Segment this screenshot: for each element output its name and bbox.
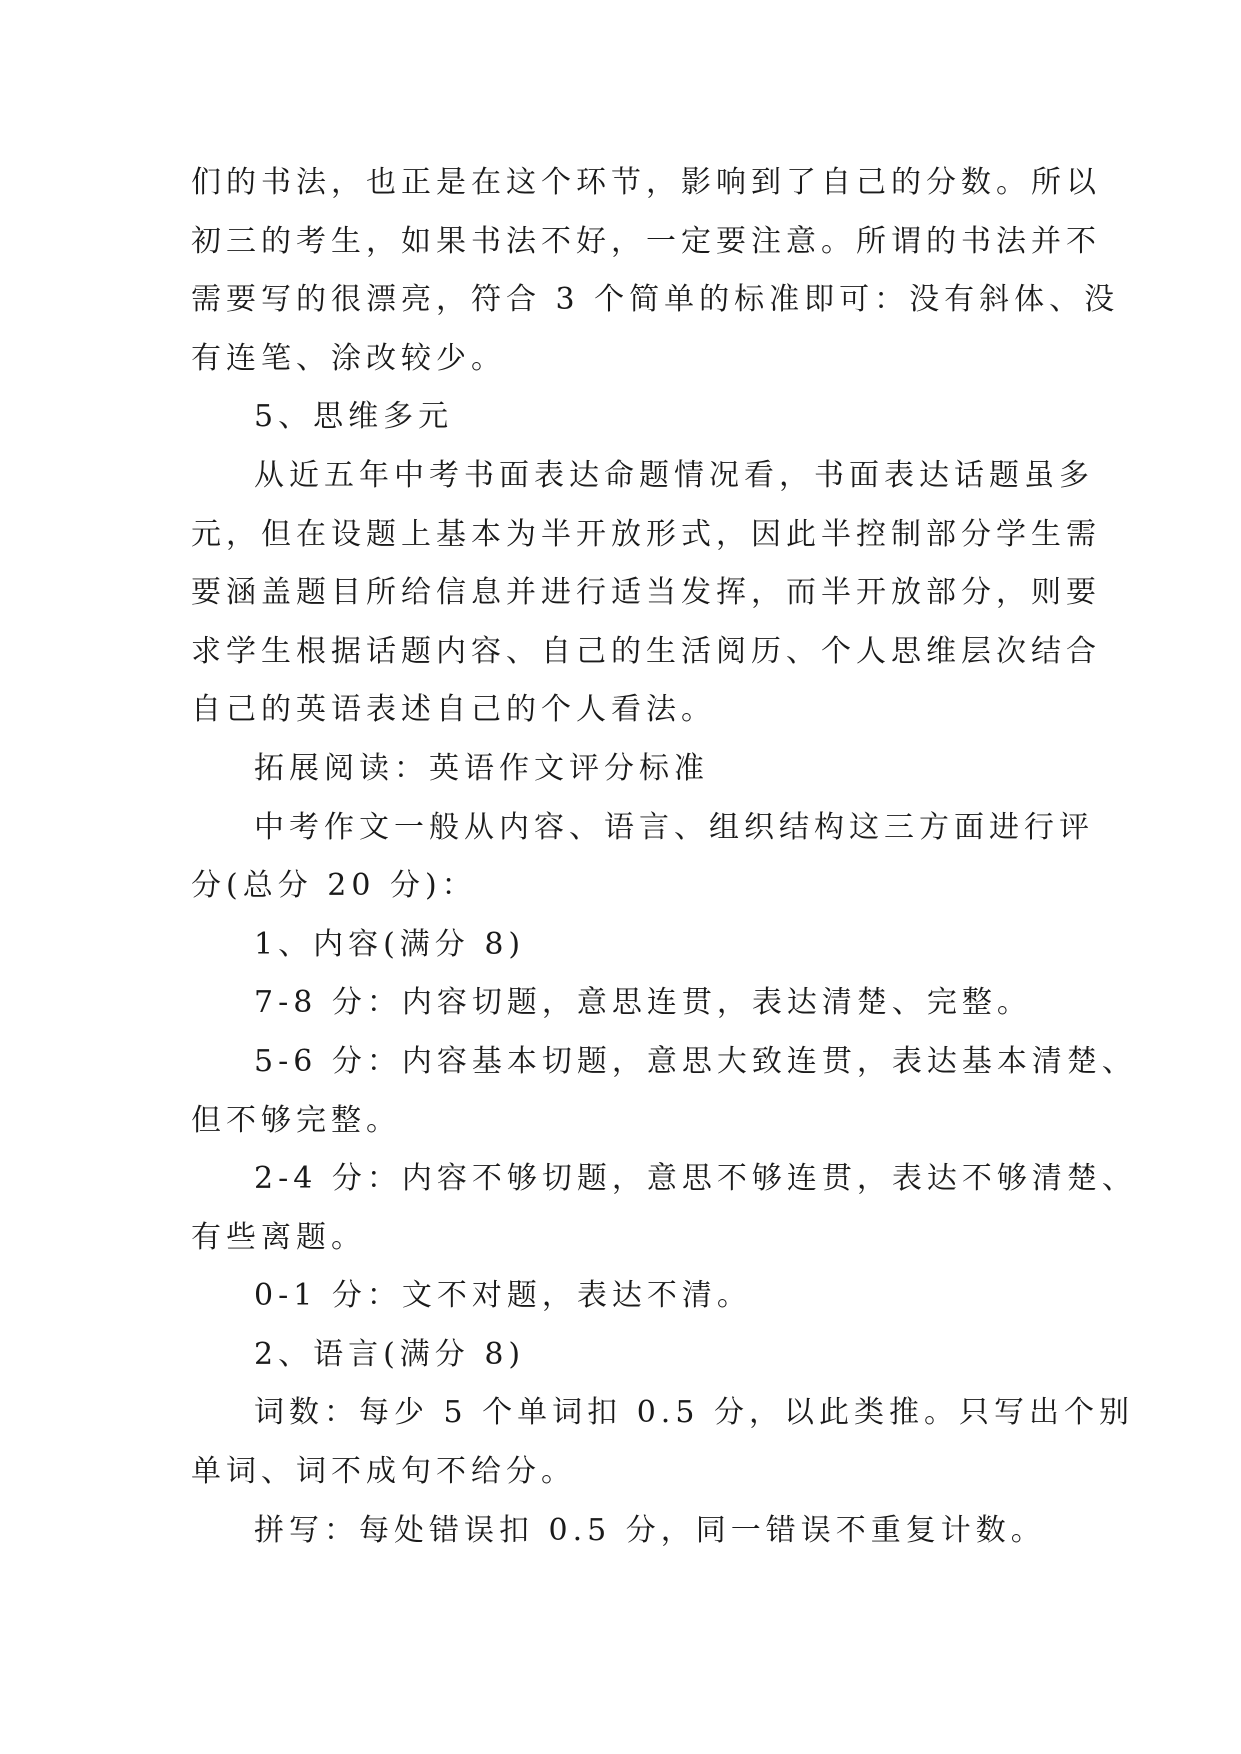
text-line: 元，但在设题上基本为半开放形式，因此半控制部分学生需 xyxy=(191,516,1101,552)
text-line: 但不够完整。 xyxy=(191,1102,401,1138)
text-line: 自己的英语表述自己的个人看法。 xyxy=(191,692,716,728)
text-line: 分(总分 20 分)： xyxy=(191,868,477,904)
text-line: 5-6 分：内容基本切题，意思大致连贯，表达基本清楚、 xyxy=(254,1043,1137,1079)
text-line: 2-4 分：内容不够切题，意思不够连贯，表达不够清楚、 xyxy=(254,1161,1137,1197)
text-line: 中考作文一般从内容、语言、组织结构这三方面进行评 xyxy=(254,809,1094,845)
text-line: 拼写：每处错误扣 0.5 分，同一错误不重复计数。 xyxy=(254,1512,1046,1548)
text-line: 有些离题。 xyxy=(191,1219,366,1255)
text-line: 们的书法，也正是在这个环节，影响到了自己的分数。所以 xyxy=(191,165,1101,200)
document-body xyxy=(191,154,1137,1560)
text-line: 7-8 分：内容切题，意思连贯，表达清楚、完整。 xyxy=(254,985,1032,1021)
text-line: 求学生根据话题内容、自己的生活阅历、个人思维层次结合 xyxy=(191,633,1101,669)
text-line: 从近五年中考书面表达命题情况看，书面表达话题虽多 xyxy=(254,457,1094,493)
text-line: 单词、词不成句不给分。 xyxy=(191,1454,576,1490)
text-line: 初三的考生，如果书法不好，一定要注意。所谓的书法并不 xyxy=(191,223,1101,259)
section-heading: 1、内容(满分 8) xyxy=(254,926,526,962)
text-line: 0-1 分：文不对题，表达不清。 xyxy=(254,1278,752,1314)
text-line: 需要写的很漂亮，符合 3 个简单的标准即可：没有斜体、没 xyxy=(191,282,1120,318)
section-heading: 5、思维多元 xyxy=(254,399,454,435)
section-heading: 2、语言(满分 8) xyxy=(254,1336,526,1372)
text-line: 词数：每少 5 个单词扣 0.5 分，以此类推。只写出个别 xyxy=(254,1395,1134,1431)
text-line: 有连笔、涂改较少。 xyxy=(191,340,506,376)
section-heading: 拓展阅读：英语作文评分标准 xyxy=(254,750,709,786)
text-line: 要涵盖题目所给信息并进行适当发挥，而半开放部分，则要 xyxy=(191,575,1101,611)
